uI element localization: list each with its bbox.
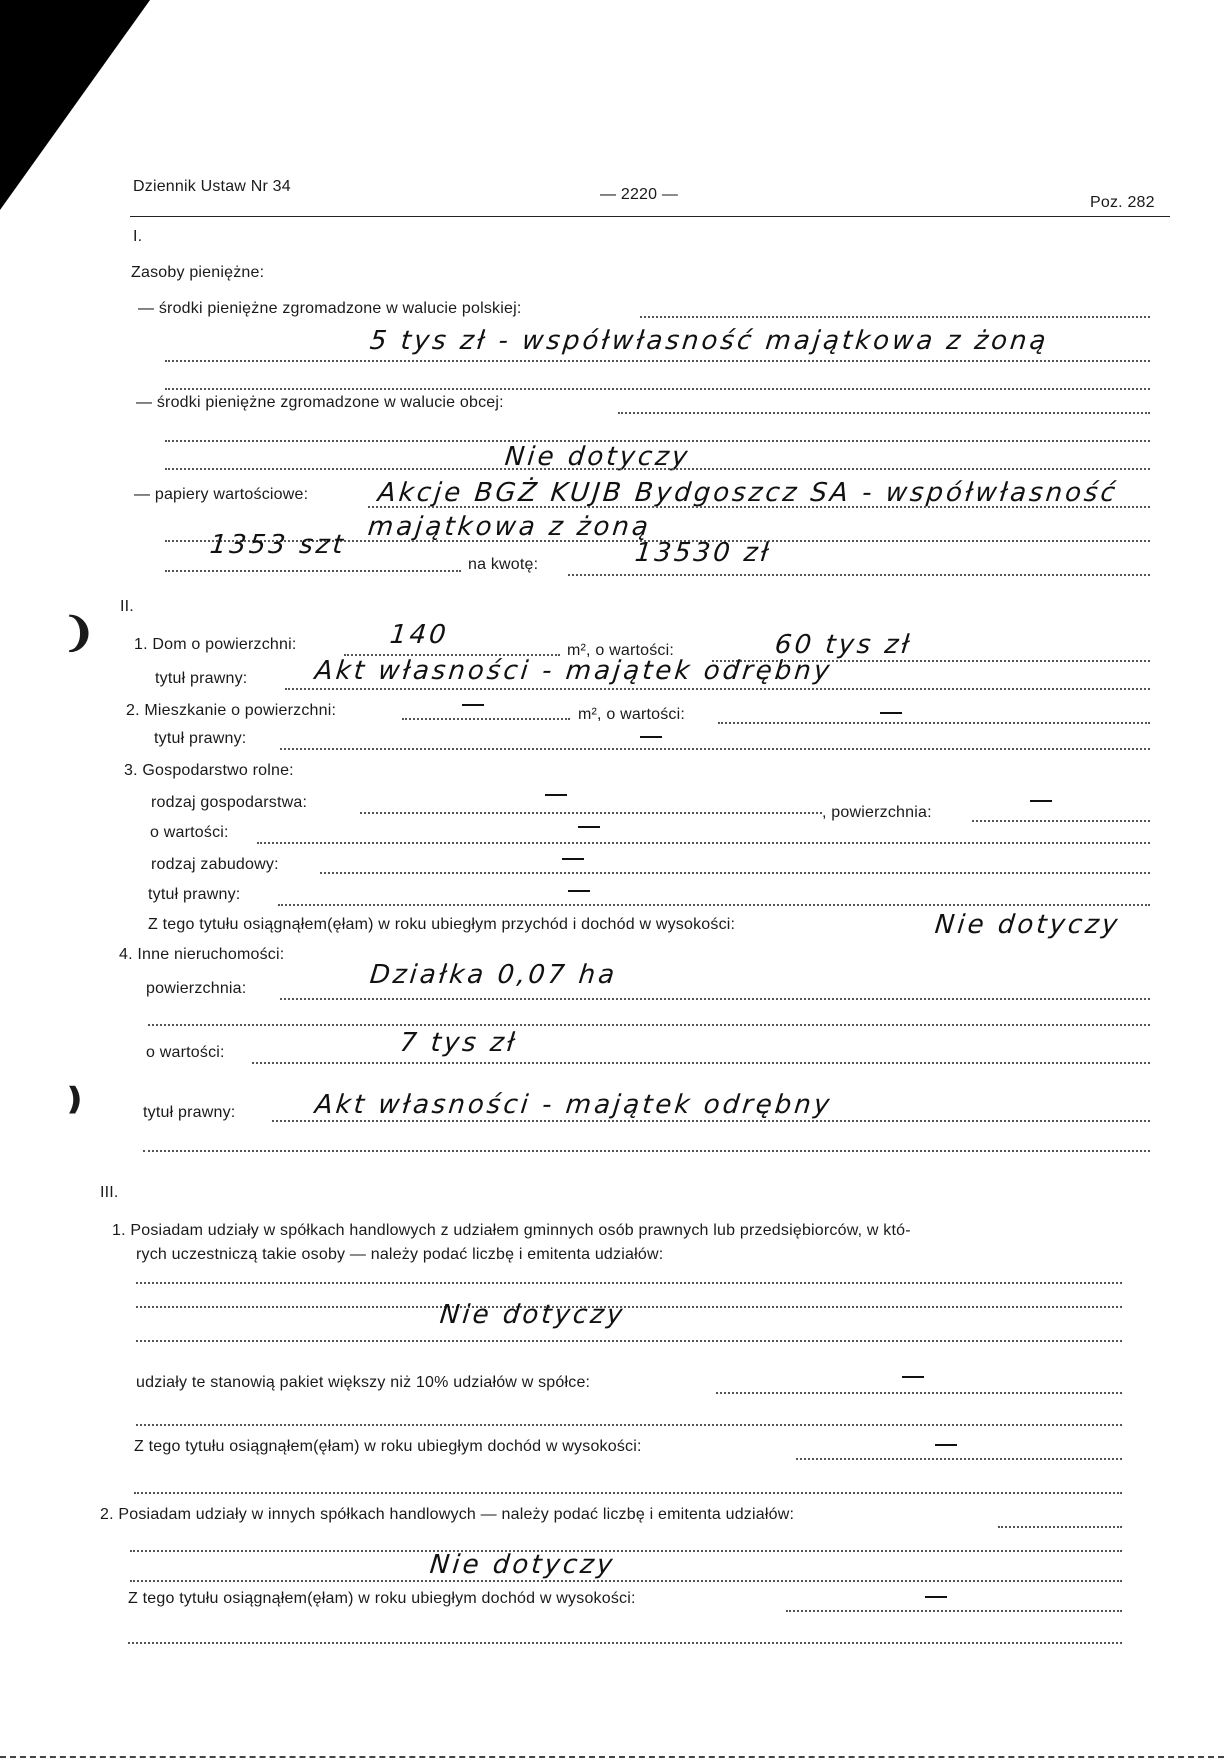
q1-income-label: Z tego tytułu osiągnąłem(ęłam) w roku ubiegłym dochód w wysokości: [134, 1438, 642, 1455]
q1-line-2: rych uczestniczą takie osoby — należy podać liczbę i emitenta udziałów: [136, 1246, 664, 1263]
position-number: Poz. 282 [1090, 194, 1155, 211]
q2-value: Nie dotyczy [428, 1550, 617, 1580]
other-area-label: powierzchnia: [146, 980, 247, 997]
farm-value-line [257, 842, 1150, 844]
securities-count-line [165, 570, 461, 572]
header-rule [130, 216, 1170, 217]
farm-income-value: Nie dotyczy [933, 910, 1122, 940]
amount-value: 13530 zł [633, 538, 773, 568]
other-area-line [280, 998, 1150, 1000]
flat-area-line [402, 718, 570, 720]
flat-value-dash [880, 712, 902, 714]
other-value-label: o wartości: [146, 1044, 225, 1061]
farm-area-line [972, 820, 1150, 822]
pln-label: — środki pieniężne zgromadzone w walucie polskiej: [138, 300, 522, 317]
house-title-value: Akt własności - majątek odrębny [313, 656, 834, 686]
house-title-line [285, 688, 1150, 690]
section-1-roman: I. [133, 228, 143, 245]
flat-title-label: tytuł prawny: [154, 730, 247, 747]
q1-income-dash [935, 1444, 957, 1446]
q1-income-line-2 [134, 1492, 1122, 1494]
q2-line-3 [130, 1580, 1122, 1582]
pln-dotted-line-2 [165, 360, 1150, 362]
flat-title-dash [640, 736, 662, 738]
pln-dotted-line [640, 316, 1150, 318]
farm-buildings-line [320, 872, 1150, 874]
q1-pkg-label: udziały te stanowią pakiet większy niż 10% udziałów w spółce: [136, 1374, 591, 1391]
q1-line-a [136, 1282, 1122, 1284]
q2-income-line-2 [128, 1642, 1122, 1644]
house-title-label: tytuł prawny: [155, 670, 248, 687]
amount-dotted-line [568, 574, 1150, 576]
farm-income-label: Z tego tytułu osiągnąłem(ęłam) w roku ubiegłym przychód i dochód w wysokości: [148, 916, 736, 933]
farm-type-dash [545, 794, 567, 796]
other-title-line [272, 1120, 1150, 1122]
house-area: 140 [388, 620, 451, 650]
page-number: — 2220 — [600, 186, 679, 203]
farm-title-label: tytuł prawny: [148, 886, 241, 903]
other-value-line [252, 1062, 1150, 1064]
q2-label: 2. Posiadam udziały w innych spółkach handlowych — należy podać liczbę i emitenta udziałów: [100, 1506, 795, 1523]
q2-income-dash [925, 1596, 947, 1598]
house-value: 60 tys zł [773, 630, 914, 660]
farm-area-label: , powierzchnia: [822, 804, 932, 821]
foreign-value: Nie dotyczy [503, 442, 692, 472]
scan-bottom-edge [0, 1756, 1224, 1758]
flat-value-line [718, 722, 1150, 724]
other-label: 4. Inne nieruchomości: [119, 946, 285, 963]
journal-title: Dziennik Ustaw Nr 34 [133, 178, 291, 195]
flat-unit: m², o wartości: [578, 706, 686, 723]
margin-mark-2: ❫ [62, 1083, 88, 1116]
house-label: 1. Dom o powierzchni: [134, 636, 297, 653]
flat-title-line [280, 748, 1150, 750]
q2-line [998, 1526, 1122, 1528]
q1-pkg-line [716, 1392, 1122, 1394]
farm-label: 3. Gospodarstwo rolne: [124, 762, 294, 779]
section-1-title: Zasoby pieniężne: [131, 264, 265, 281]
flat-label: 2. Mieszkanie o powierzchni: [126, 702, 337, 719]
other-title-line-2 [143, 1150, 1150, 1152]
other-title-value: Akt własności - majątek odrębny [313, 1090, 834, 1120]
farm-type-line [360, 812, 822, 814]
securities-dotted-line [368, 506, 1150, 508]
section-2-roman: II. [120, 598, 134, 615]
q2-line-2 [130, 1550, 1122, 1552]
securities-value-2: majątkowa z żoną [366, 512, 653, 542]
q1-line-c [136, 1340, 1122, 1342]
securities-count: 1353 szt [208, 530, 348, 560]
section-3-roman: III. [100, 1184, 119, 1201]
farm-buildings-dash [562, 858, 584, 860]
foreign-dotted-line-3 [165, 468, 1150, 470]
q1-value: Nie dotyczy [438, 1300, 627, 1330]
margin-mark-1: ❩ [62, 611, 96, 655]
foreign-label: — środki pieniężne zgromadzone w walucie obcej: [136, 394, 504, 411]
other-area-line-2 [148, 1024, 1150, 1026]
other-value-value: 7 tys zł [398, 1028, 519, 1058]
q1-pkg-dash [902, 1376, 924, 1378]
pln-dotted-line-3 [165, 388, 1150, 390]
farm-type-label: rodzaj gospodarstwa: [151, 794, 308, 811]
pln-value: 5 tys zł - współwłasność majątkowa z żoną [368, 326, 1051, 356]
scan-corner-fold [0, 0, 150, 210]
farm-value-dash [578, 826, 600, 828]
farm-value-label: o wartości: [150, 824, 229, 841]
flat-area-dash [462, 704, 484, 706]
farm-title-line [278, 904, 1150, 906]
q1-income-line [796, 1458, 1122, 1460]
other-title-label: tytuł prawny: [143, 1104, 236, 1121]
farm-title-dash [568, 890, 590, 892]
other-area-value: Działka 0,07 ha [368, 960, 619, 990]
farm-buildings-label: rodzaj zabudowy: [151, 856, 279, 873]
foreign-dotted-line [618, 412, 1150, 414]
securities-label: — papiery wartościowe: [134, 486, 309, 503]
q1-pkg-line-2 [136, 1424, 1122, 1426]
house-unit: m², o wartości: [567, 642, 675, 659]
amount-label: na kwotę: [468, 556, 539, 573]
q1-line-b [136, 1306, 1122, 1308]
q2-income-label: Z tego tytułu osiągnąłem(ęłam) w roku ubiegłym dochód w wysokości: [128, 1590, 636, 1607]
q2-income-line [786, 1610, 1122, 1612]
farm-area-dash [1030, 800, 1052, 802]
securities-value-1: Akcje BGŻ KUJB Bydgoszcz SA - współwłasność [376, 478, 1120, 508]
q1-line-1: 1. Posiadam udziały w spółkach handlowych z udziałem gminnych osób prawnych lub przedsiębiorców, w któ- [112, 1222, 911, 1239]
